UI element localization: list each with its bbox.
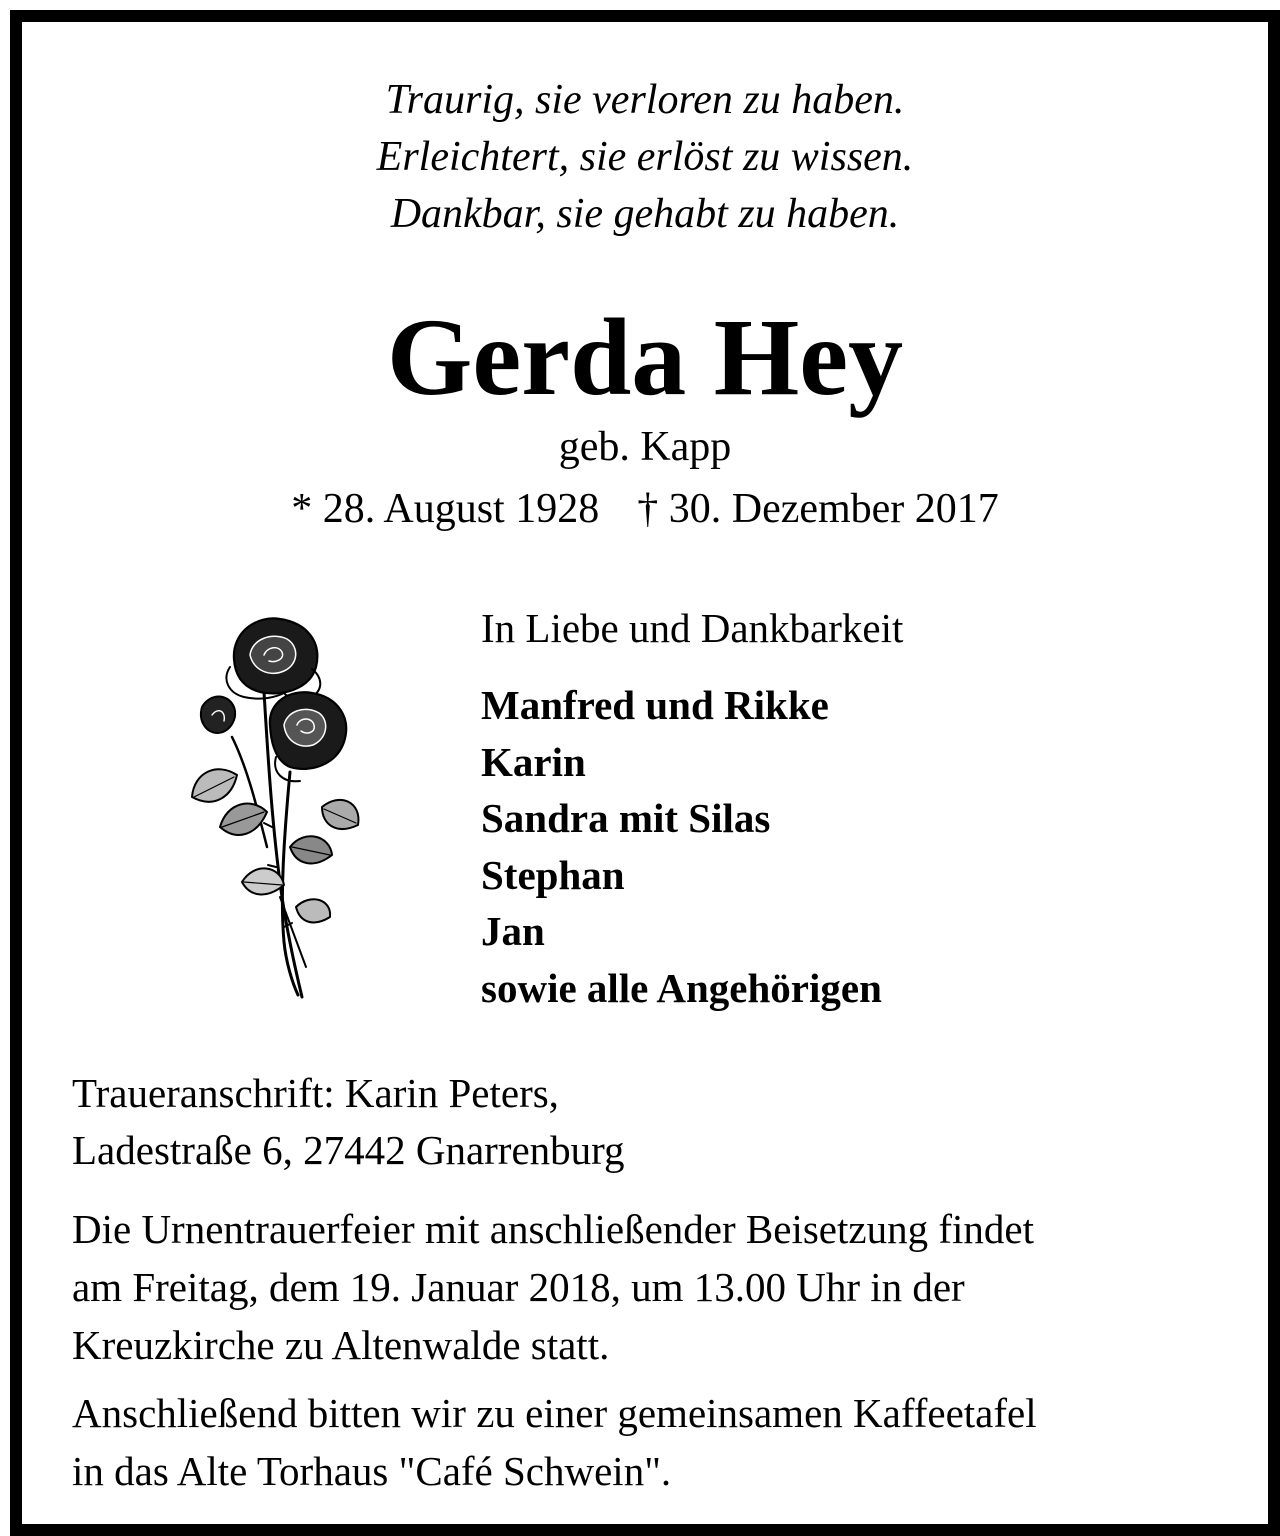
address-line-1: Traueranschrift: Karin Peters, — [72, 1070, 559, 1116]
ceremony-info — [72, 1200, 1034, 1374]
family-member: Sandra mit Silas — [481, 795, 771, 842]
family-member: Jan — [481, 908, 545, 955]
family-list — [481, 677, 882, 1017]
address-line-2: Ladestraße 6, 27442 Gnarrenburg — [72, 1127, 625, 1173]
notice-content — [22, 22, 1268, 1524]
obituary-notice — [10, 10, 1280, 1536]
ceremony-line-3: Kreuzkirche zu Altenwalde statt. — [72, 1322, 610, 1368]
rose-illustration-icon — [172, 597, 372, 1007]
reception-info — [72, 1384, 1037, 1500]
death-date: † 30. Dezember 2017 — [637, 486, 999, 532]
deceased-name: Gerda Hey — [386, 296, 904, 418]
poem-line-2: Erleichtert, sie erlöst zu wissen. — [376, 134, 914, 180]
family-member: sowie alle Angehörigen — [481, 964, 882, 1011]
maiden-name: geb. Kapp — [558, 424, 732, 470]
birth-date: * 28. August 1928 — [291, 486, 600, 532]
dedication-line: In Liebe und Dankbarkeit — [481, 605, 904, 651]
ceremony-line-1: Die Urnentrauerfeier mit anschließender Beisetzung findet — [72, 1206, 1034, 1252]
family-member: Manfred und Rikke — [481, 682, 829, 728]
poem-line-1: Traurig, sie verloren zu haben. — [385, 77, 905, 123]
reception-line-1: Anschließend bitten wir zu einer gemeinsamen Kaffeetafel — [72, 1390, 1037, 1436]
life-dates — [22, 482, 1268, 536]
family-member: Stephan — [481, 851, 625, 898]
family-member: Karin — [481, 738, 586, 785]
mourning-address — [72, 1065, 625, 1179]
ceremony-line-2: am Freitag, dem 19. Januar 2018, um 13.00 Uhr in der — [72, 1264, 965, 1310]
reception-line-2: in das Alte Torhaus "Café Schwein". — [72, 1448, 672, 1494]
poem — [22, 72, 1268, 243]
poem-line-3: Dankbar, sie gehabt zu haben. — [390, 191, 900, 237]
